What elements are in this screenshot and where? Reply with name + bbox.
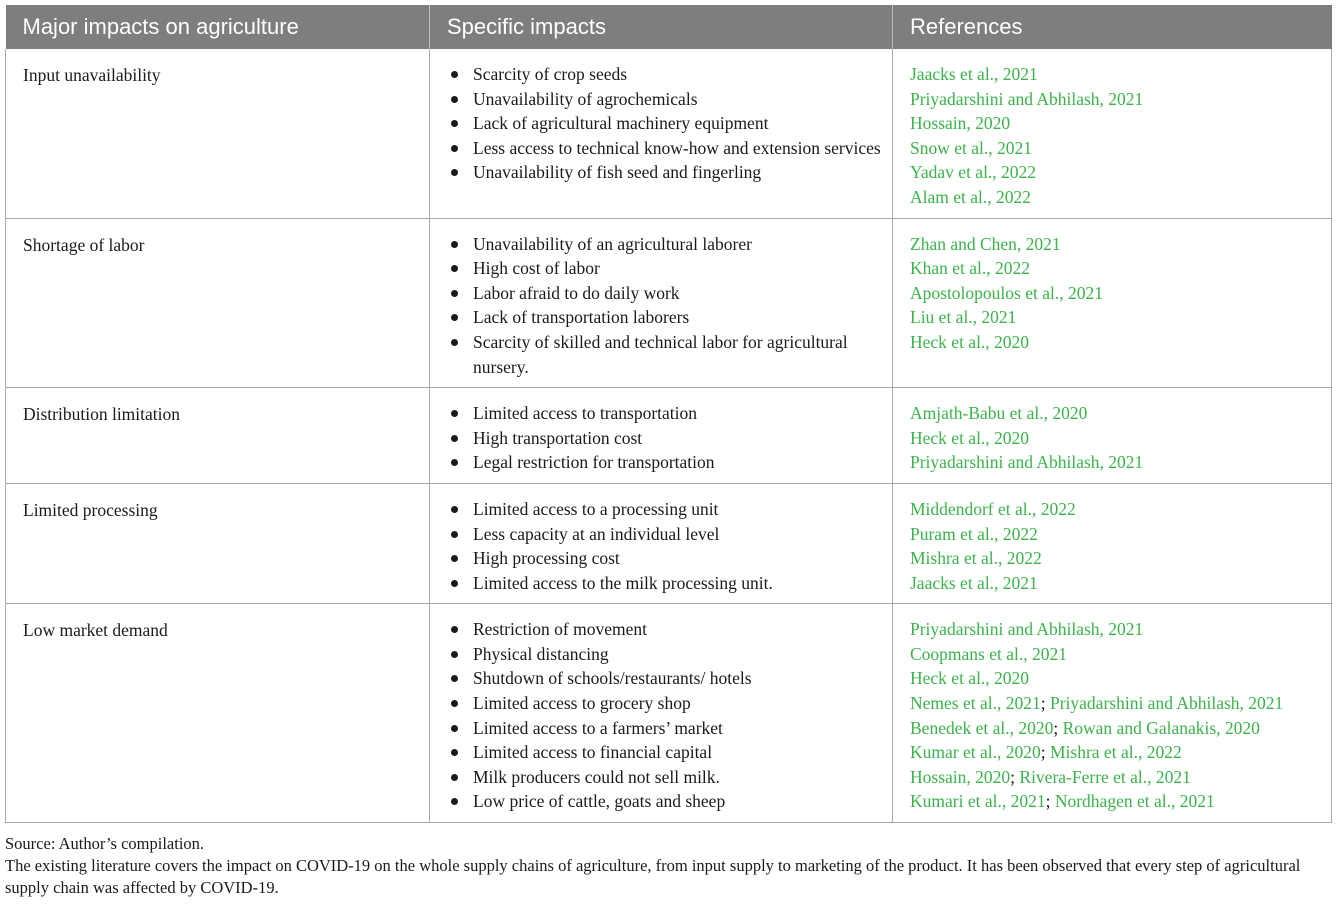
list-item [447, 426, 882, 451]
specific-impact-text: Shutdown of schools/restaurants/ hotels [473, 668, 752, 689]
specific-impact-text: Labor afraid to do daily work [473, 282, 680, 303]
reference-link[interactable]: Nemes et al., 2021 [910, 693, 1041, 714]
bullet-icon [451, 265, 458, 272]
reference-link[interactable]: Priyadarshini and Abhilash, 2021 [910, 619, 1144, 640]
list-item [447, 716, 882, 741]
bullet-icon [451, 120, 458, 127]
specific-impact-text: Limited access to the milk processing unit. [473, 572, 773, 593]
bullet-icon [451, 749, 458, 756]
major-impact-cell: Input unavailability [6, 49, 430, 218]
bullet-icon [451, 459, 458, 466]
reference-link[interactable]: Amjath-Babu et al., 2020 [910, 403, 1088, 424]
reference-link[interactable]: Apostolopoulos et al., 2021 [910, 282, 1103, 303]
specific-impacts-cell [430, 483, 893, 603]
reference-link[interactable]: Hossain, 2020 [910, 113, 1011, 134]
reference-group [910, 62, 1321, 87]
reference-link[interactable]: Nordhagen et al., 2021 [1054, 791, 1215, 812]
references-cell [893, 604, 1332, 823]
list-item [447, 330, 882, 379]
specific-impact-text: Unavailability of fish seed and fingerling [473, 162, 762, 183]
specific-impact-text: Less access to technical know-how and extension services [473, 137, 881, 158]
reference-separator: ; [1045, 791, 1055, 812]
source-note: Source: Author’s compilation. [5, 834, 205, 853]
specific-impact-text: Unavailability of agrochemicals [473, 88, 698, 109]
specific-impacts-list [447, 62, 882, 185]
reference-group [910, 497, 1321, 522]
reference-group [910, 232, 1321, 257]
list-item [447, 450, 882, 475]
header-references: References [893, 5, 1332, 49]
reference-link[interactable]: Rivera-Ferre et al., 2021 [1019, 766, 1191, 787]
bullet-icon [451, 725, 458, 732]
reference-link[interactable]: Alam et al., 2022 [910, 186, 1032, 207]
list-item [447, 136, 882, 161]
specific-impact-text: Legal restriction for transportation [473, 452, 715, 473]
reference-group [910, 160, 1321, 185]
bullet-icon [451, 798, 458, 805]
reference-link[interactable]: Liu et al., 2021 [910, 307, 1017, 328]
list-item [447, 497, 882, 522]
reference-link[interactable]: Mishra et al., 2022 [910, 548, 1042, 569]
bullet-icon [451, 290, 458, 297]
bullet-icon [451, 555, 458, 562]
list-item [447, 691, 882, 716]
reference-link[interactable]: Coopmans et al., 2021 [910, 643, 1067, 664]
list-item [447, 305, 882, 330]
bullet-icon [451, 314, 458, 321]
specific-impact-text: Less capacity at an individual level [473, 523, 720, 544]
specific-impact-text: Limited access to transportation [473, 403, 698, 424]
reference-group [910, 546, 1321, 571]
reference-link[interactable]: Middendorf et al., 2022 [910, 498, 1076, 519]
reference-link[interactable]: Heck et al., 2020 [910, 331, 1030, 352]
list-item [447, 546, 882, 571]
specific-impact-text: Limited access to a processing unit [473, 498, 719, 519]
bullet-icon [451, 700, 458, 707]
references-cell [893, 49, 1332, 218]
reference-separator: ; [1010, 766, 1020, 787]
bullet-icon [451, 651, 458, 658]
reference-group [910, 256, 1321, 281]
bullet-icon [451, 71, 458, 78]
list-item [447, 281, 882, 306]
specific-impacts-list [447, 232, 882, 380]
bullet-icon [451, 626, 458, 633]
bullet-icon [451, 506, 458, 513]
list-item [447, 160, 882, 185]
major-impact-cell: Limited processing [6, 483, 430, 603]
reference-group [910, 136, 1321, 161]
reference-group [910, 666, 1321, 691]
references-cell [893, 388, 1332, 484]
list-item [447, 617, 882, 642]
reference-group [910, 522, 1321, 547]
reference-link[interactable]: Jaacks et al., 2021 [910, 572, 1038, 593]
reference-group [910, 330, 1321, 355]
bullet-icon [451, 145, 458, 152]
reference-group [910, 740, 1321, 765]
reference-group [910, 691, 1321, 716]
specific-impacts-list [447, 401, 882, 475]
specific-impacts-cell [430, 49, 893, 218]
reference-link[interactable]: Zhan and Chen, 2021 [910, 233, 1061, 254]
list-item [447, 232, 882, 257]
specific-impact-text: Milk producers could not sell milk. [473, 766, 720, 787]
specific-impact-text: Low price of cattle, goats and sheep [473, 791, 726, 812]
major-impact-cell: Shortage of labor [6, 218, 430, 388]
reference-group [910, 185, 1321, 210]
specific-impact-text: Lack of agricultural machinery equipment [473, 113, 769, 134]
reference-group [910, 571, 1321, 596]
table-footnotes [5, 833, 1331, 899]
reference-link[interactable]: Rowan and Galanakis, 2020 [1062, 717, 1260, 738]
table-row [6, 218, 1332, 388]
reference-group [910, 617, 1321, 642]
list-item [447, 522, 882, 547]
reference-link[interactable]: Khan et al., 2022 [910, 258, 1031, 279]
bullet-icon [451, 339, 458, 346]
list-item [447, 571, 882, 596]
reference-separator: ; [1040, 693, 1050, 714]
reference-link[interactable]: Kumari et al., 2021 [910, 791, 1046, 812]
impacts-table [5, 5, 1332, 823]
reference-group [910, 789, 1321, 814]
reference-group [910, 87, 1321, 112]
bullet-icon [451, 774, 458, 781]
references-cell [893, 483, 1332, 603]
reference-group [910, 765, 1321, 790]
list-item [447, 401, 882, 426]
bullet-icon [451, 675, 458, 682]
bullet-icon [451, 169, 458, 176]
list-item [447, 740, 882, 765]
specific-impact-text: High processing cost [473, 548, 620, 569]
specific-impact-text: Lack of transportation laborers [473, 307, 690, 328]
reference-link[interactable]: Heck et al., 2020 [910, 427, 1030, 448]
reference-link[interactable]: Benedek et al., 2020 [910, 717, 1054, 738]
reference-group [910, 450, 1321, 475]
reference-link[interactable]: Kumar et al., 2020 [910, 742, 1041, 763]
reference-group [910, 305, 1321, 330]
header-row [6, 5, 1332, 49]
reference-link[interactable]: Priyadarshini and Abhilash, 2021 [910, 88, 1144, 109]
bullet-icon [451, 435, 458, 442]
reference-link[interactable]: Priyadarshini and Abhilash, 2021 [1049, 693, 1284, 714]
specific-impact-text: Scarcity of skilled and technical labor for agricultural nursery. [473, 331, 848, 377]
list-item [447, 765, 882, 790]
reference-link[interactable]: Hossain, 2020 [910, 766, 1011, 787]
table-row [6, 483, 1332, 603]
table-row [6, 388, 1332, 484]
header-specific-impacts: Specific impacts [430, 5, 893, 49]
specific-impacts-cell [430, 218, 893, 388]
bullet-icon [451, 580, 458, 587]
specific-impact-text: Limited access to grocery shop [473, 693, 691, 714]
reference-link[interactable]: Mishra et al., 2022 [1049, 742, 1182, 763]
table-row [6, 604, 1332, 823]
bullet-icon [451, 410, 458, 417]
header-major-impacts: Major impacts on agriculture [6, 5, 430, 49]
specific-impact-text: High cost of labor [473, 258, 600, 279]
specific-impacts-cell [430, 604, 893, 823]
reference-separator: ; [1040, 742, 1050, 763]
list-item [447, 111, 882, 136]
list-item [447, 62, 882, 87]
specific-impact-text: Unavailability of an agricultural laborer [473, 233, 752, 254]
footnote-text: The existing literature covers the impact on COVID-19 on the whole supply chains of agriculture, from input supply to marketing of the product. It has been observed that every step of agricultural supply chain was affected by COVID-19. [5, 856, 1301, 897]
bullet-icon [451, 531, 458, 538]
reference-group [910, 401, 1321, 426]
specific-impacts-list [447, 617, 882, 814]
reference-group [910, 111, 1321, 136]
reference-link[interactable]: Heck et al., 2020 [910, 668, 1030, 689]
specific-impact-text: Scarcity of crop seeds [473, 64, 628, 84]
reference-separator: ; [1053, 717, 1063, 738]
reference-group [910, 426, 1321, 451]
table-body [6, 49, 1332, 823]
reference-link[interactable]: Priyadarshini and Abhilash, 2021 [910, 452, 1144, 473]
specific-impact-text: Restriction of movement [473, 619, 647, 640]
specific-impact-text: Limited access to financial capital [473, 742, 713, 763]
table-row [6, 49, 1332, 218]
list-item [447, 87, 882, 112]
reference-link[interactable]: Puram et al., 2022 [910, 523, 1038, 544]
specific-impact-text: High transportation cost [473, 427, 643, 448]
reference-link[interactable]: Jaacks et al., 2021 [910, 64, 1038, 84]
list-item [447, 642, 882, 667]
references-cell [893, 218, 1332, 388]
specific-impacts-list [447, 497, 882, 595]
list-item [447, 666, 882, 691]
table-header [6, 5, 1332, 49]
reference-link[interactable]: Snow et al., 2021 [910, 137, 1033, 158]
reference-link[interactable]: Yadav et al., 2022 [910, 162, 1037, 183]
list-item [447, 789, 882, 814]
major-impact-cell: Low market demand [6, 604, 430, 823]
specific-impact-text: Limited access to a farmers’ market [473, 717, 723, 738]
reference-group [910, 716, 1321, 741]
specific-impact-text: Physical distancing [473, 643, 609, 664]
specific-impacts-cell [430, 388, 893, 484]
reference-group [910, 642, 1321, 667]
list-item [447, 256, 882, 281]
bullet-icon [451, 241, 458, 248]
major-impact-cell: Distribution limitation [6, 388, 430, 484]
bullet-icon [451, 96, 458, 103]
reference-group [910, 281, 1321, 306]
